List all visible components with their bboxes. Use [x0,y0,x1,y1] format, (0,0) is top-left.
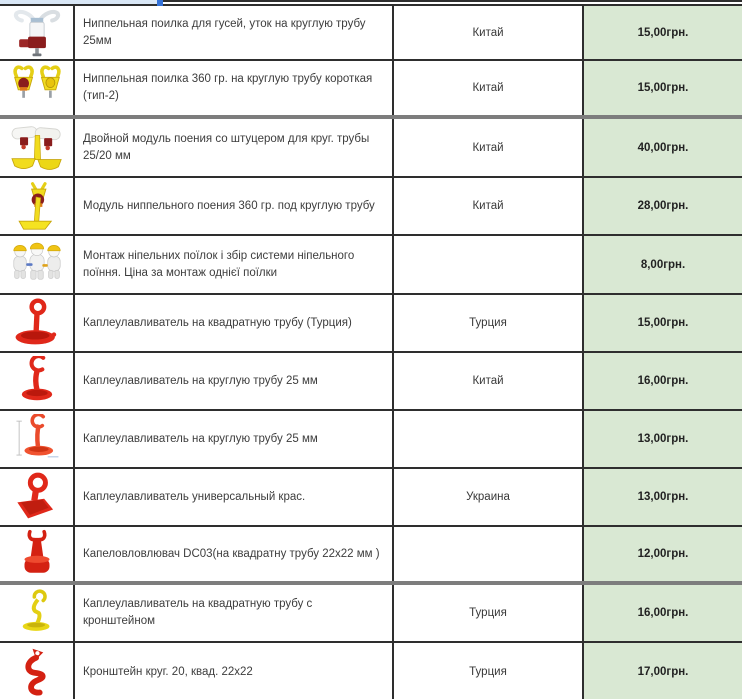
description-cell[interactable] [75,411,394,467]
price-label: 15,00грн. [637,317,689,329]
country-label: Китай [472,82,504,94]
price-cell[interactable] [584,178,742,234]
country-cell[interactable] [394,61,584,115]
price-cell[interactable] [584,527,742,581]
price-cell[interactable] [584,585,742,641]
table-row [0,236,742,295]
product-description: Капеловловлювач DC03(на квадратну трубу 22х22 мм ) [83,547,380,560]
country-cell[interactable] [394,643,584,699]
product-image-cell[interactable] [0,6,75,59]
table-row [0,469,742,527]
description-cell[interactable] [75,295,394,351]
table-row [0,643,742,699]
price-label: 17,00грн. [637,666,689,678]
price-label: 8,00грн. [640,258,686,271]
module-360-drinker-icon [6,181,68,231]
country-cell[interactable] [394,527,584,581]
red-drip-catcher-universal-icon [6,472,68,522]
yellow-drip-catcher-bracket-icon [6,588,68,638]
selected-cell-tint [0,0,160,4]
product-image-cell[interactable] [0,236,75,293]
product-description: Модуль ниппельного поения 360 гр. под круглую трубу [83,199,375,212]
country-label: Китай [472,141,504,154]
price-label: 16,00грн. [637,375,689,387]
country-label: Украина [466,491,510,503]
price-cell[interactable] [584,61,742,115]
table-row [0,527,742,585]
price-label: 15,00грн. [637,82,689,94]
table-row [0,178,742,236]
product-image-cell[interactable] [0,295,75,351]
description-cell[interactable] [75,527,394,581]
description-cell[interactable] [75,643,394,699]
table-row [0,119,742,178]
partial-row-above [0,0,742,4]
country-cell[interactable] [394,353,584,409]
price-cell[interactable] [584,353,742,409]
red-s-bracket-icon [6,647,68,697]
price-label: 13,00грн. [637,491,689,503]
product-image-cell[interactable] [0,119,75,176]
yellow-360-drinkers-icon [6,63,68,113]
product-description: Кронштейн круг. 20, квад. 22х22 [83,665,253,678]
product-image-cell[interactable] [0,643,75,699]
country-cell[interactable] [394,178,584,234]
product-image-cell[interactable] [0,353,75,409]
description-cell[interactable] [75,178,394,234]
description-cell[interactable] [75,469,394,525]
product-image-cell[interactable] [0,178,75,234]
country-cell[interactable] [394,119,584,176]
price-cell[interactable] [584,295,742,351]
product-description: Двойной модуль поения со штуцером для круг. трубы 25/20 мм [83,132,370,162]
price-cell[interactable] [584,411,742,467]
product-image-cell[interactable] [0,61,75,115]
table-row [0,585,742,643]
red-drip-catcher-square-tube-icon [6,298,68,348]
product-image-cell[interactable] [0,527,75,581]
price-cell[interactable] [584,643,742,699]
country-cell[interactable] [394,236,584,293]
table-row [0,295,742,353]
price-label: 16,00грн. [637,607,689,619]
red-drip-catcher-dc03-icon [6,529,68,579]
grid-line-top [160,0,742,2]
price-cell[interactable] [584,469,742,525]
goose-nipple-drinker-icon [6,8,68,58]
description-cell[interactable] [75,6,394,59]
table-row [0,61,742,119]
table-row [0,6,742,61]
product-image-cell[interactable] [0,469,75,525]
table-row [0,353,742,411]
product-description: Ниппельная поилка 360 гр. на круглую трубу короткая (тип-2) [83,73,373,102]
product-description: Монтаж ніпельних поїлок і збір системи ніпельного поїння. Ціна за монтаж однієї поїлки [83,249,355,279]
country-cell[interactable] [394,6,584,59]
product-description: Каплеулавливатель на квадратную трубу с кронштейном [83,598,313,627]
price-table [0,4,742,699]
price-label: 28,00грн. [637,200,689,212]
price-cell[interactable] [584,236,742,293]
country-label: Китай [472,375,504,387]
description-cell[interactable] [75,353,394,409]
description-cell[interactable] [75,61,394,115]
description-cell[interactable] [75,236,394,293]
price-label: 40,00грн. [637,141,689,154]
selection-fill-handle[interactable] [157,0,163,6]
product-description: Ниппельная поилка для гусей, уток на круглую трубу 25мм [83,17,366,47]
price-label: 13,00грн. [637,433,689,445]
description-cell[interactable] [75,585,394,641]
country-cell[interactable] [394,469,584,525]
price-label: 12,00грн. [637,548,689,560]
product-image-cell[interactable] [0,411,75,467]
product-description: Каплеулавливатель на круглую трубу 25 мм [83,432,318,445]
country-label: Турция [469,607,507,619]
product-description: Каплеулавливатель универсальный крас. [83,490,306,503]
country-label: Турция [469,666,507,678]
country-label: Китай [472,26,504,39]
red-drip-catcher-round-tube-2-icon [6,414,68,464]
country-cell[interactable] [394,411,584,467]
price-cell[interactable] [584,119,742,176]
product-description: Каплеулавливатель на круглую трубу 25 мм [83,374,318,387]
installation-workers-icon [6,240,68,290]
double-drinking-module-icon [6,123,68,173]
country-label: Китай [472,200,504,212]
table-row [0,411,742,469]
price-cell[interactable] [584,6,742,59]
price-label: 15,00грн. [637,26,689,39]
description-cell[interactable] [75,119,394,176]
red-drip-catcher-round-tube-icon [6,356,68,406]
product-image-cell[interactable] [0,585,75,641]
country-label: Турция [469,317,507,329]
product-description: Каплеулавливатель на квадратную трубу (Турция) [83,316,352,329]
country-cell[interactable] [394,585,584,641]
country-cell[interactable] [394,295,584,351]
